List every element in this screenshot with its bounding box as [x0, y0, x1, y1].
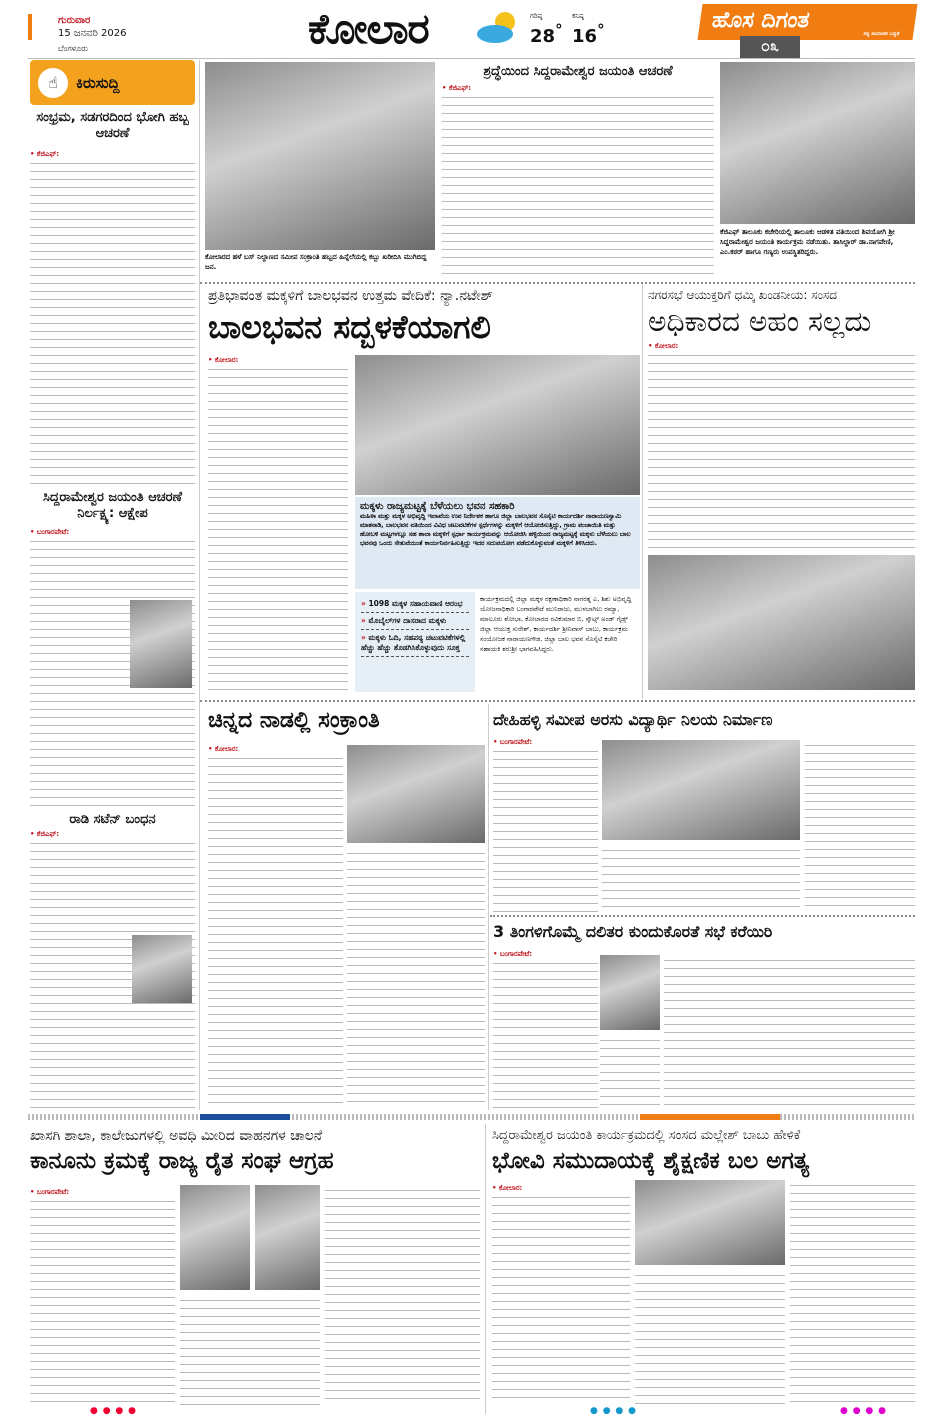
dateline: • ಕೋಲಾರ:	[492, 1184, 523, 1192]
min-value: 16	[572, 26, 598, 47]
color-bar	[200, 1114, 290, 1120]
article-body	[648, 350, 915, 550]
dateline: • ಕೆಜಿಎಫ್:	[30, 150, 60, 158]
masthead: ಕೋಲಾರ	[308, 4, 429, 53]
article-body	[664, 955, 915, 1108]
highlights-list	[355, 592, 475, 692]
date: 15 ಜನವರಿ 2026	[58, 28, 127, 39]
degree: °	[597, 21, 605, 39]
highlight-item: » 1098 ಮಕ್ಕಳ ಸಹಾಯವಾಣಿ ಆರಂಭ	[361, 596, 469, 613]
sugarcane-market-photo	[205, 62, 435, 250]
headline: 3 ತಿಂಗಳಿಗೊಮ್ಮೆ ದಲಿತರ ಕುಂದುಕೊರತೆ ಸಭೆ ಕರೆಯಿರಿ	[493, 922, 773, 941]
children-award-photo	[355, 355, 640, 495]
box-title: ಮಕ್ಕಳು ರಾಜ್ಯಮಟ್ಟಕ್ಕೆ ಬೆಳೆಯಲು ಭವನ ಸಹಕಾರಿ	[360, 501, 515, 512]
portrait-photo	[600, 955, 660, 1030]
article-body	[493, 746, 598, 912]
headline: ದೇಹಿಹಳ್ಳಿ ಸಮೀಪ ಅರಸು ವಿದ್ಯಾರ್ಥಿ ನಿಲಯ ನಿರ್ಮಾಣ	[493, 710, 773, 729]
article-body	[180, 1295, 320, 1405]
photo-caption: ಕೆಜಿಎಫ್ ತಾಲೂಕು ಕಚೇರಿಯಲ್ಲಿ ತಾಲೂಕು ಆಡಳಿತ ವತಿಯಿಂದ ಶಿವಯೋಗಿ ಶ್ರೀ ಸಿದ್ದರಾಮೇಶ್ವರ ಜಯಂತಿ ಕಾರ್ಯಕ್ರಮ ನಡೆಯಿತು. ತಾಸಿಲ್ದಾರ್ ಡಾ.ನಾಗವೇಣಿ, ಎಂ.ಕಠರ್ ಹಾಗೂ ಗಣ್ಯರು ಉಪಸ್ಥಿತರಿದ್ದರು.	[720, 228, 895, 256]
dateline: • ಬಂಗಾರಪೇಟೆ:	[30, 528, 70, 536]
min-temp	[572, 12, 605, 47]
headline: ಚಿನ್ನದ ನಾಡಲ್ಲಿ ಸಂಕ್ರಾಂತಿ	[208, 708, 380, 733]
photo-caption: ಕೋಲಾರದ ಹಳೆ ಬಸ್ ನಿಲ್ದಾಣದ ಸಮೀಪ ಸಂಕ್ರಾಂತಿ ಹಬ್ಬದ ಹಿನ್ನೆಲೆಯಲ್ಲಿ ಕಬ್ಬು ಖರೀದಿಸಿ ಮುಗಿಬಿದ್ದ ಜನ.	[205, 253, 427, 271]
dateline: • ಕೋಲಾರ:	[208, 745, 239, 753]
headline: ಸಿದ್ದರಾಮೇಶ್ವರ ಜಯಂತಿ ಆಚರಣೆ ನಿರ್ಲಕ್ಷ್ಯ: ಆಕ್ಷೇಪ	[42, 490, 183, 521]
article-body	[790, 1180, 915, 1404]
issue-date	[28, 14, 127, 40]
divider	[28, 58, 915, 59]
headline: ರಾಡಿ ಸಟೆನ್ ಬಂಧನ	[69, 812, 156, 827]
article-body	[600, 1035, 660, 1108]
divider	[488, 704, 489, 1110]
article-body	[208, 364, 348, 694]
farmers-photo	[255, 1185, 320, 1290]
weekday: ಗುರುವಾರ	[58, 15, 91, 26]
registration-marks: ● ● ● ●	[840, 1406, 887, 1416]
headline: ಭೋವಿ ಸಮುದಾಯಕ್ಕೆ ಶೈಕ್ಷಣಿಕ ಬಲ ಅಗತ್ಯ	[492, 1148, 810, 1174]
highlight-item: » ಮೊಬೈಲ್‌ಗಳ ದಾಸರಾದ ಮಕ್ಕಳು	[361, 613, 469, 630]
headline: ಶ್ರದ್ಧೆಯಿಂದ ಸಿದ್ದರಾಮೇಶ್ವರ ಜಯಂತಿ ಆಚರಣೆ	[483, 64, 673, 79]
box-text: ಮಹಿಳಾ ಮತ್ತು ಮಕ್ಕಳ ಅಭಿವೃದ್ಧಿ ಇಲಾಖೆಯ ಉಪ ನಿರ್ದೇಶಕ ಹಾಗೂ ಜಿಲ್ಲಾ ಬಾಲಭವನ ಸೊಸೈಟಿ ಕಾರ್ಯದರ್ಶಿ ನಾರಾಯಣಸ್ವಾಮಿ ಮಾತನಾಡಿ, ಬಾಲಭವನ ವತಿಯಿಂದ ವಿವಿಧ ಚಟುವಟಿಕೆಗಳ ಸ್ಪರ್ಧೆಗಳನ್ನು ಮಕ್ಕಳಿಗೆ ಆಯೋಜಿಸುತ್ತಿದ್ದು, ಗ್ರಾಮ ಪಂಚಾಯಿತಿ ಮತ್ತು ಹೋಬಳಿ ಮಟ್ಟಗಳಲ್ಲೂ ಸಹ ಶಾಲಾ ಮಕ್ಕಳಿಗೆ ಸ್ಪರ್ಧಾ ಕಾರ್ಯಕ್ರಮವನ್ನು ಆಯೋಜಿಸಿ ಹಳ್ಳಿಯಿಂದ ರಾಜ್ಯಮಟ್ಟಕ್ಕೆ ಮಕ್ಕಳು ಬೆಳೆಯಲು ಬಾಲ ಭವನವು ಒಂದು ಸೇತುವೆಯಂತೆ ಕಾರ್ಯನಿರ್ವಹಿಸುತ್ತಿದ್ದು ಇದರ ಸದುಪಯೋಗ ಪಡೆದುಕೊಳ್ಳುವಂತೆ ಮಕ್ಕಳಿಗೆ ತಿಳಿಸಿದರು.	[360, 513, 631, 547]
max-label: ಗರಿಷ್ಠ	[530, 12, 543, 20]
divider	[490, 915, 915, 917]
info-box	[355, 497, 640, 589]
article-body	[30, 1196, 175, 1404]
article-body	[805, 740, 915, 912]
max-temp	[530, 12, 563, 47]
article-body	[30, 158, 195, 484]
article-body	[492, 1192, 630, 1404]
hostel-site-photo	[602, 740, 800, 840]
headline: ಅಧಿಕಾರದ ಅಹಂ ಸಲ್ಲದು	[648, 305, 872, 338]
dateline: • ಕೆಜಿಎಫ್:	[30, 830, 60, 838]
registration-marks: ● ● ● ●	[90, 1406, 137, 1416]
article-body	[442, 92, 714, 276]
jayanti-event-photo	[720, 62, 915, 224]
pointing-hand-icon: ☝	[38, 68, 68, 98]
kicker: ಖಾಸಗಿ ಶಾಲಾ, ಕಾಲೇಜುಗಳಲ್ಲಿ ಅವಧಿ ಮೀರಿದ ವಾಹನಗಳ ಚಾಲನೆ	[30, 1128, 323, 1144]
dateline: • ಕೆಜಿಎಫ್:	[442, 84, 472, 92]
festival-market-photo	[347, 745, 485, 843]
dateline: • ಕೋಲಾರ:	[648, 342, 679, 350]
divider	[642, 284, 643, 699]
brand-tagline: ಸತ್ಯ ಸಾಮಾಜಿಕ ಬದ್ಧತೆ	[862, 31, 900, 37]
article-body	[493, 958, 598, 1108]
portrait-photo	[130, 600, 192, 688]
dateline: • ಬಂಗಾರಪೇಟೆ:	[493, 738, 533, 746]
kicker: ಸಿದ್ದರಾಮೇಶ್ವರ ಜಯಂತಿ ಕಾರ್ಯಕ್ರಮದಲ್ಲಿ ಸಂಸದ ಮಲ್ಲೇಶ್ ಬಾಬು ಹೇಳಿಕೆ	[492, 1128, 801, 1143]
section-label: ಕಿರುಸುದ್ದಿ	[76, 73, 120, 92]
degree: °	[555, 21, 563, 39]
divider	[28, 1114, 915, 1120]
article-body: ಕಾರ್ಯಕ್ರಮದಲ್ಲಿ ಜಿಲ್ಲಾ ಮಕ್ಕಳ ರಕ್ಷಣಾಧಿಕಾರಿ ನಾಗರತ್ನ ಎ, ಶಿಶು ಅಭಿವೃದ್ಧಿ ಯೋಜನಾಧಿಕಾರಿ ಬಂಗಾರಪೇಟೆ ಮುನಿರಾಜು, ಮುಳಬಾಗಿಲು ರಮ್ಯಾ, ಮಾಲೂರು ಶೋಭಾ, ಕೋಲಾರದ ರವಿಕುಮಾರ ಬಿ, ಸ್ಕೌಟ್ಸ್ ಅಂಡ್ ಗೈಡ್ಸ್ ಜಿಲ್ಲಾ ಆಯುಕ್ತ ಸುರೇಶ್, ಕಾರ್ಯದರ್ಶಿ ಶ್ರೀನಿವಾಸ್ ಬಾಬು, ಕಾರ್ಯಕ್ರಮ ಸಂಯೋಜಕ ನಾರಾಯಣಗೌಡ, ಜಿಲ್ಲಾ ಬಾಲ ಭವನ ಸೊಸೈಟಿ ಕಚೇರಿ ಸಹಾಯಕಿ ಶರುಶ್ರೀ ಭಾಗವಹಿಸಿದ್ದರು.	[480, 595, 632, 653]
portrait-photo	[132, 935, 192, 1003]
headline: ಬಾಲಭವನ ಸದ್ಬಳಕೆಯಾಗಲಿ	[208, 308, 491, 346]
dateline: • ಬಂಗಾರಪೇಟೆ:	[30, 1188, 70, 1196]
article-body	[347, 848, 485, 1108]
article-body	[602, 845, 800, 912]
highlight-item: » ಮಕ್ಕಳು ಓದಿ, ಸಹಪಠ್ಯ ಚಟುವಟಿಕೆಗಳಲ್ಲಿ ಹೆಚ್ಚು ಹೆಚ್ಚು ತೊಡಗಿಸಿಕೊಳ್ಳುವುದು ಸೂಕ್ತ	[361, 630, 469, 657]
brand-name: ಹೊಸ ದಿಗಂತ	[710, 8, 811, 33]
page-number: ೦೩	[740, 36, 800, 58]
color-bar	[640, 1114, 780, 1120]
divider	[485, 1124, 486, 1414]
headline: ಸಂಭ್ರಮ, ಸಡಗರದಿಂದ ಭೋಗಿ ಹಬ್ಬ ಆಚರಣೆ	[36, 110, 189, 141]
divider	[200, 282, 915, 284]
headline: ಕಾನೂನು ಕ್ರಮಕ್ಕೆ ರಾಜ್ಯ ರೈತ ಸಂಘ ಆಗ್ರಹ	[30, 1148, 334, 1174]
divider	[200, 700, 915, 702]
dateline: • ಬಂಗಾರಪೇಟೆ:	[493, 950, 533, 958]
farmers-photo	[180, 1185, 250, 1290]
article-body	[208, 753, 343, 1108]
jayanti-stage-photo	[635, 1180, 785, 1265]
partly-cloudy-icon	[475, 8, 525, 44]
article-body	[325, 1185, 480, 1405]
divider	[199, 60, 200, 1110]
dateline: • ಕೋಲಾರ:	[208, 356, 239, 364]
press-meet-photo	[648, 555, 915, 690]
kiru-suddi-banner	[30, 60, 195, 105]
brand-logo	[697, 4, 917, 40]
edition: ಬೆಂಗಳೂರು	[58, 44, 88, 53]
registration-marks: ● ● ● ●	[590, 1406, 637, 1416]
max-value: 28	[530, 26, 556, 47]
kicker: ಪ್ರತಿಭಾವಂತ ಮಕ್ಕಳಿಗೆ ಬಾಲಭವನ ಉತ್ತಮ ವೇದಿಕೆ: ನ್ಯಾ.ನಟೇಶ್	[208, 288, 493, 304]
article-body	[635, 1270, 785, 1404]
kicker: ನಗರಸಭೆ ಆಯುಕ್ತರಿಗೆ ಧಮ್ಕಿ ಖಂಡನೀಯ: ಸಂಸದ	[648, 288, 838, 302]
min-label: ಕನಿಷ್ಠ	[572, 12, 584, 20]
